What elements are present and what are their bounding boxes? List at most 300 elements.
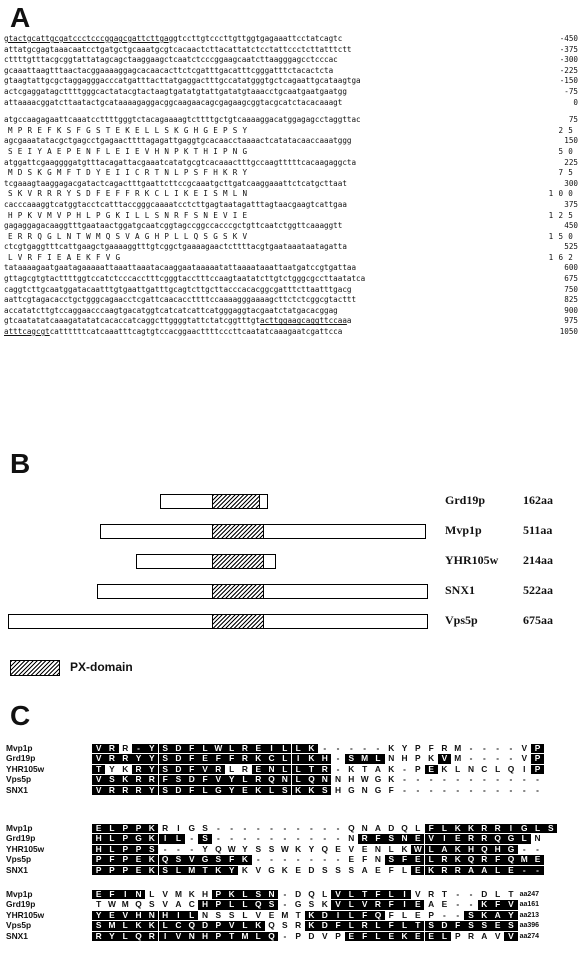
nucleotide-sequence-row [4,179,584,190]
alignment-residue: M [358,754,371,763]
alignment-residue: K [478,900,491,909]
alignment-residue: - [336,753,340,764]
alignment-residue: L [159,921,172,930]
alignment-residue: F [385,921,398,930]
sequence-position-number: 100 [548,189,578,199]
sequence-text: gtcaatatatcaaagatatatcacaccatcaggcttggggtattctatcggtttgtacttggaagcaggttccaaa [4,316,352,326]
nucleotide-sequence-row [4,327,584,338]
alignment-residue: H [92,845,105,854]
alignment-residue: H [159,911,172,920]
nucleotide-sequence-row [4,136,584,147]
alignment-residue: N [202,909,209,920]
sequence-position-number: -150 [559,76,578,86]
alignment-residue: F [185,754,198,763]
alignment-residue: - [376,743,380,753]
alignment-residue: F [388,784,394,795]
alignment-residue: M [281,909,289,920]
alignment-residue: - [469,899,473,910]
alignment-residue: N [145,911,158,920]
protein-sequence-row [4,253,584,264]
alignment-residue: L [229,763,235,774]
alignment-residue: L [172,866,185,875]
alignment-residue: S [159,744,172,753]
protein-length-label: 522aa [523,583,553,597]
alignment-residue: L [119,932,132,941]
protein-name-label: Grd19p [445,493,486,507]
alignment-residue: - [469,889,473,899]
alignment-residue: R [132,765,145,774]
alignment-residue: E [411,932,424,941]
alignment-residue: Q [265,932,278,941]
alignment-residue: A [481,930,488,941]
sequence-position-number: 825 [564,295,578,305]
alignment-residue: E [335,843,341,854]
sequence-text: accatatcttgtccaggaacccaagtgacatggtcatcatcattcatgggaggtacgaatctatgacacggag [4,305,338,315]
alignment-residue: K [305,911,318,920]
alignment-residue: V [198,765,211,774]
alignment-residue: V [494,930,501,941]
nucleotide-sequence-row [4,45,584,56]
alignment-residue: - [270,833,273,844]
alignment-residue: K [292,786,305,795]
alignment-residue: - [456,889,460,899]
alignment-residue: R [241,763,248,774]
alignment-residue: H [198,932,211,941]
alignment-residue: S [464,921,477,930]
alignment-residue: P [212,921,225,930]
alignment-residue: - [456,774,460,785]
alignment-residue: L [278,754,291,763]
alignment-residue: - [443,784,446,795]
alignment-residue: Y [145,765,158,774]
alignment-residue: S [172,855,185,864]
alignment-residue: P [212,890,225,899]
alignment-residue: Y [105,932,118,941]
alignment-residue: H [198,900,211,909]
alignment-residue: - [243,823,247,833]
alignment-residue: R [478,834,491,843]
sequence-position-number: 162 [548,252,578,262]
alignment-residue: L [278,744,291,753]
alignment-residue: G [198,855,211,864]
sequence-text: atttcagcgtcattttttcatcaaatttcagtgtccacggaacttttcccttcaatatcaaagaatcgattcca [4,327,343,337]
alignment-residue: K [281,864,288,875]
protein-sequence-row [4,232,584,243]
alignment-residue: - [456,909,460,920]
alignment-residue: V [212,775,225,784]
alignment-residue: V [415,889,421,899]
alignment-residue: - [509,784,513,795]
alignment-residue: I [265,744,278,753]
alignment-residue: F [225,754,238,763]
alignment-residue: K [305,744,318,753]
alignment-residue: W [107,899,116,910]
sequence-text: atggattcgaaggggatgtttacagattacgaaatcatatgcgtcacaaactttgccaagtttttcacaagaggcta [4,157,357,167]
protein-bar-vps5p [8,614,428,629]
alignment-residue: F [225,855,238,864]
alignment-residue: Y [242,843,248,854]
sequence-text: MPREFKSFGSTEKELLSKGHGEPSY [8,125,253,135]
nucleotide-sequence-row [4,98,584,109]
alignment-residue: K [388,743,395,753]
alignment-residue: V [92,744,105,753]
alignment-residue: S [159,786,172,795]
alignment-residue: Q [464,855,477,864]
alignment-residue: N [348,833,355,844]
alignment-residue: V [225,921,238,930]
alignment-residue: N [132,890,145,899]
alignment-residue: - [469,774,473,785]
alignment-row-label: Grd19p [6,753,36,764]
alignment-residue: S [198,834,211,843]
alignment-residue: L [238,921,251,930]
protein-length-label: 511aa [523,523,553,537]
alignment-residue: - [469,753,473,764]
alignment-residue: Q [185,921,198,930]
alignment-residue: N [265,890,278,899]
alignment-residue: Q [215,843,222,854]
alignment-residue: P [119,845,132,854]
alignment-residue: E [451,834,464,843]
alignment-residue: D [185,775,198,784]
protein-sequence-row [4,168,584,179]
nucleotide-sequence-row [4,295,584,306]
alignment-residue: L [345,921,358,930]
alignment-residue: Q [159,855,172,864]
alignment-residue: E [504,866,517,875]
alignment-residue: Q [504,855,517,864]
sequence-position-number: -225 [559,65,578,75]
alignment-residue: A [428,899,435,910]
alignment-residue: S [504,921,517,930]
alignment-residue: S [478,921,491,930]
alignment-residue: L [491,866,504,875]
alignment-residue: P [119,834,132,843]
alignment-residue: R [145,932,158,941]
nucleotide-sequence-row [4,316,584,327]
alignment-residue: I [172,911,185,920]
alignment-residue: N [534,833,541,844]
alignment-residue: F [105,855,118,864]
alignment-residue: - [230,823,234,833]
alignment-residue: G [132,834,145,843]
alignment-residue: I [159,932,172,941]
alignment-row-label: Grd19p [6,899,36,910]
alignment-residue: V [92,786,105,795]
sequence-text: gtactgcattgcgatccctcccggagcgattcttgaggtccttgtcccttgttggtgagaaattcctatcagtc [4,34,343,43]
nucleotide-sequence-row [4,66,584,77]
alignment-residue: R [105,744,118,753]
sequence-text: tcgaaagtaaggagacgatactcagactttgaattcttccgcaaatgcttgatcaaggaaattctcatgcttaat [4,178,347,188]
alignment-residue: P [531,754,544,763]
alignment-residue: R [119,754,132,763]
sequence-text: attatgcgagtaaacaatcctgatgctgcaaatgcgtcacaactcttacattatctcctattccctcttatttctt [4,44,352,54]
alignment-residue: D [438,921,451,930]
alignment-residue: - [323,854,327,865]
alignment-residue: F [428,743,434,753]
alignment-residue: A [361,864,368,875]
alignment-residue: - [496,753,500,764]
alignment-residue: L [495,889,501,899]
alignment-residue: Q [321,843,328,854]
alignment-residue: Y [145,786,158,795]
alignment-residue: Y [145,754,158,763]
alignment-residue: L [425,845,438,854]
alignment-residue: - [416,784,420,795]
alignment-residue: C [172,921,185,930]
alignment-residue: K [305,921,318,930]
alignment-residue: T [225,932,238,941]
alignment-residue: - [283,854,287,865]
nucleotide-sequence-row [4,76,584,87]
alignment-residue: R [105,786,118,795]
nucleotide-sequence-row [4,306,584,317]
alignment-end-position: aa247 [519,891,540,898]
alignment-residue: L [425,855,438,864]
alignment-residue: L [345,890,358,899]
alignment-residue: P [212,932,225,941]
alignment-residue: L [438,824,451,833]
alignment-residue: Y [308,843,315,854]
alignment-residue: F [425,824,438,833]
alignment-residue: - [429,784,433,795]
nucleotide-sequence-row [4,158,584,169]
alignment-residue: V [162,899,168,910]
panel-letter-b: B [10,448,31,479]
alignment-residue: S [159,765,172,774]
alignment-residue: - [482,743,486,753]
alignment-residue: D [318,921,331,930]
alignment-residue: D [172,786,185,795]
alignment-residue: E [295,864,301,875]
alignment-residue: K [451,855,464,864]
alignment-residue: P [212,900,225,909]
alignment-row-label: Mvp1p [6,889,33,899]
alignment-end-position: aa396 [519,922,540,930]
sequence-text: attaaaacggatcttaatactgcataaaagaggacggcaagaacagcgagaagcggtacgcatctacacaaagt [4,97,343,107]
alignment-residue: N [318,775,331,784]
alignment-residue: K [348,763,355,774]
alignment-residue: S [159,866,172,875]
alignment-residue: A [491,911,504,920]
alignment-residue: F [385,900,398,909]
alignment-residue: K [122,763,129,774]
alignment-residue: Q [348,823,355,833]
alignment-residue: - [336,743,340,753]
alignment-residue: W [280,843,289,854]
alignment-residue: F [388,909,394,920]
alignment-residue: V [425,834,438,843]
alignment-residue: L [198,786,211,795]
alignment-residue: K [145,866,158,875]
alignment-residue: T [198,866,211,875]
alignment-residue: - [536,774,539,785]
px-domain-region [212,495,260,508]
alignment-residue: E [252,765,265,774]
alignment-residue: W [212,744,225,753]
alignment-residue: L [105,834,118,843]
alignment-row-label: Mvp1p [6,823,33,833]
alignment-residue: K [145,834,158,843]
nucleotide-sequence-row [4,55,584,66]
sequence-text: LVRFIEAEKFVG [8,252,126,262]
sequence-position-number: 50 [558,146,578,156]
alignment-residue: L [371,754,384,763]
alignment-residue: I [292,754,305,763]
alignment-residue: V [438,754,451,763]
alignment-residue: S [321,864,328,875]
alignment-residue: N [278,775,291,784]
alignment-residue: V [331,900,344,909]
alignment-residue: - [283,930,287,941]
alignment-residue: Q [491,834,504,843]
alignment-residue: R [238,744,251,753]
sequence-position-number: 300 [564,178,578,188]
alignment-residue: C [481,763,488,774]
alignment-residue: K [238,855,251,864]
alignment-residue: D [388,823,395,833]
alignment-residue: - [496,743,500,753]
alignment-residue: - [469,784,473,795]
sequence-text: tataaaagaatgaatagaaaaattaaattaaatacaaggaataaaaatattaaaataaattaatgatccgtgattaa [4,263,357,273]
alignment-residue: - [509,774,513,785]
alignment-residue: S [92,921,105,930]
alignment-residue: - [190,843,194,854]
alignment-residue: - [310,854,313,865]
alignment-residue: N [374,854,381,865]
alignment-residue: H [92,834,105,843]
alignment-residue: - [522,784,526,795]
alignment-residue: E [92,890,105,899]
alignment-residue: A [175,899,182,910]
alignment-residue: S [159,754,172,763]
alignment-residue: S [252,890,265,899]
alignment-residue: Q [268,920,275,931]
alignment-residue: R [119,786,132,795]
alignment-residue: H [464,845,477,854]
alignment-residue: - [443,774,446,785]
alignment-residue: S [145,845,158,854]
alignment-residue: T [295,909,301,920]
alignment-residue: L [292,744,305,753]
alignment-residue: - [336,823,340,833]
alignment-residue: R [464,834,477,843]
alignment-residue: D [318,911,331,920]
sequence-text: HPKVMVPHLPGKILLSNRFSNEVIE [8,210,253,220]
alignment-residue: D [295,889,302,899]
alignment-residue: L [292,775,305,784]
alignment-residue: M [518,855,531,864]
alignment-residue: R [145,775,158,784]
alignment-residue: E [238,786,251,795]
sequence-text: aattcgtagacacctgctgggcagaacctcgattcaacaccttttccaaaagggaaaagcttctctcggcgtacttt [4,295,357,305]
alignment-residue: Y [202,843,208,854]
sequence-position-number: 225 [564,157,578,167]
nucleotide-sequence-row [4,87,584,98]
alignment-residue: Y [109,763,115,774]
alignment-residue: F [451,921,464,930]
px-domain-legend-swatch [10,660,60,676]
alignment-residue: M [238,932,251,941]
alignment-residue: P [415,753,421,764]
px-domain-region [212,615,264,628]
protein-bar-grd19p [160,494,268,509]
sequence-position-number: 450 [564,221,578,231]
alignment-residue: E [425,932,438,941]
alignment-residue: P [531,744,544,753]
alignment-residue: K [295,843,302,854]
alignment-residue: A [374,763,381,774]
alignment-residue: L [252,932,265,941]
alignment-residue: L [398,921,411,930]
alignment-residue: L [518,834,531,843]
alignment-residue: - [496,784,500,795]
alignment-residue: - [190,833,194,844]
alignment-residue: - [456,899,460,910]
alignment-residue: Q [507,763,515,774]
alignment-residue: Q [305,775,318,784]
alignment-residue: E [268,909,275,920]
alignment-residue: L [415,823,421,833]
alignment-residue: V [348,843,355,854]
alignment-residue: Y [225,775,238,784]
sequence-text: ERRQGLNTWMQSVAGHPLLQSGSKV [8,231,253,241]
alignment-residue: F [371,834,384,843]
alignment-residue: K [145,921,158,930]
alignment-residue: T [362,763,368,774]
alignment-residue: L [238,890,251,899]
alignment-residue: I [523,763,526,774]
alignment-residue: K [425,866,438,875]
alignment-residue: S [172,775,185,784]
alignment-residue: - [518,866,531,875]
alignment-residue: K [451,845,464,854]
alignment-residue: E [411,855,424,864]
alignment-residue: S [268,843,275,854]
alignment-residue: P [454,930,461,941]
alignment-residue: I [331,911,344,920]
alignment-residue: M [105,921,118,930]
alignment-residue: M [185,866,198,875]
sequence-position-number: 125 [548,210,578,220]
alignment-end-position: aa274 [519,932,540,940]
nucleotide-sequence [4,34,584,338]
alignment-residue: Q [252,900,265,909]
alignment-residue: Y [132,754,145,763]
alignment-residue: - [177,843,180,854]
alignment-residue: H [348,774,355,785]
protein-name-label: SNX1 [445,583,476,597]
alignment-residue: P [335,930,341,941]
alignment-residue: L [185,911,198,920]
alignment-residue: D [172,765,185,774]
nucleotide-sequence-row [4,285,584,296]
alignment-residue: V [358,900,371,909]
alignment-residue: P [132,845,145,854]
alignment-residue: N [374,843,381,854]
alignment-residue: S [228,909,235,920]
alignment-residue: D [172,744,185,753]
sequence-position-number: 375 [564,199,578,209]
alignment-residue: Y [145,744,158,753]
alignment-residue: L [149,889,155,899]
alignment-residue: R [162,823,169,833]
alignment-residue: Y [225,866,238,875]
alignment-residue: V [255,864,262,875]
alignment-residue: F [491,855,504,864]
alignment-residue: - [163,843,167,854]
alignment-residue: F [491,900,504,909]
